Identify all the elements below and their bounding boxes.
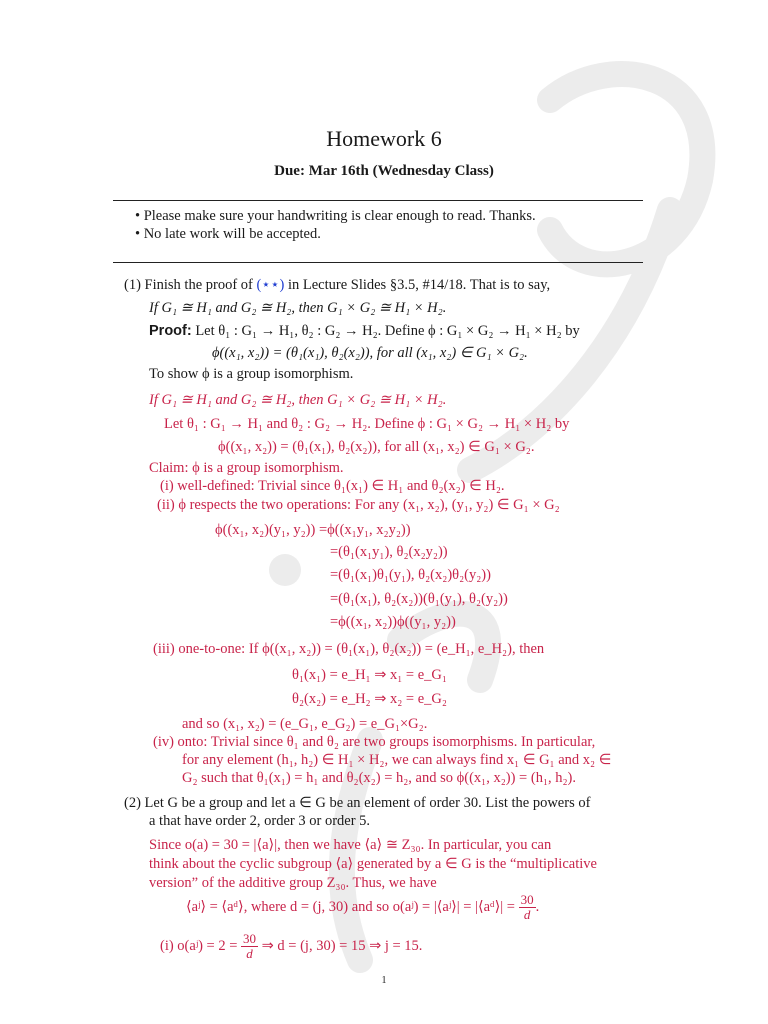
proof-line: Proof: Let θ₁ : G₁ → H₁, θ₂ : G₂ → H₂. Define ϕ : G₁ × G₂ → H₁ × H₂ by <box>149 323 580 339</box>
answer-line: Let θ₁ : G₁ → H₁ and θ₂ : G₂ → H₂. Define ϕ : G₁ × G₂ → H₁ × H₂ by <box>164 416 570 432</box>
answer-line: ϕ((x₁, x₂)) = (θ₁(x₁), θ₂(x₂)), for all (x₁, x₂) ∈ G₁ × G₂. <box>218 439 535 455</box>
fraction: $\frac{30}{d}$ <box>520 892 534 922</box>
step-iv: (iv) onto: Trivial since θ₁ and θ₂ are two groups isomorphisms. In particular, <box>153 734 596 750</box>
equation-line: =ϕ((x₁, x₂))ϕ((y₁, y₂)) <box>330 614 456 630</box>
order-formula: ⟨aʲ⟩ = ⟨aᵈ⟩, where d = (j, 30) and so o(aʲ) = |⟨aʲ⟩| = |⟨aᵈ⟩| = $\frac{30}{d}$ . <box>186 892 540 922</box>
answer-line: If G₁ ≅ H₁ and G₂ ≅ H₂, then G₁ × G₂ ≅ H₁ × H₂. <box>149 392 447 408</box>
bullet-item: • Please make sure your handwriting is clear enough to read. Thanks. <box>135 208 536 224</box>
equation-line: θ₂(x₂) = e_H₂ ⇒ x₂ = e_G₂ <box>292 691 447 707</box>
due-date: Due: Mar 16th (Wednesday Class) <box>274 163 494 179</box>
problem-2-statement: a that have order 2, order 3 or order 5. <box>149 813 371 829</box>
equation-line: =(θ₁(x₁), θ₂(x₂))(θ₁(y₁), θ₂(y₂)) <box>330 591 508 607</box>
problem-1-intro: (1) Finish the proof of (⋆⋆) in Lecture Slides §3.5, #14/18. That is to say, <box>124 277 551 293</box>
page-number: 1 <box>381 975 387 986</box>
page-title: Homework 6 <box>326 126 442 151</box>
case-i: (i) o(aʲ) = 2 = $\frac{30}{d}$ ⇒ d = (j, 30) = 15 ⇒ j = 15. <box>160 931 423 961</box>
equation-line: θ₁(x₁) = e_H₁ ⇒ x₁ = e_G₁ <box>292 667 447 683</box>
fraction: $\frac{30}{d}$ <box>243 931 257 961</box>
problem-2-statement: (2) Let G be a group and let a ∈ G be an element of order 30. List the powers of <box>124 795 591 811</box>
step-i: (i) well-defined: Trivial since θ₁(x₁) ∈ H₁ and θ₂(x₂) ∈ H₂. <box>160 478 505 494</box>
bullet-item: • No late work will be accepted. <box>135 226 321 242</box>
to-show: To show ϕ is a group isomorphism. <box>149 366 354 382</box>
step-iv: for any element (h₁, h₂) ∈ H₁ × H₂, we can always find x₁ ∈ G₁ and x₂ ∈ <box>182 752 612 768</box>
star-reference-link: (⋆⋆) <box>256 277 285 293</box>
answer-line: Since o(a) = 30 = |⟨a⟩|, then we have ⟨a⟩ ≅ Z₃₀. In particular, you can <box>149 837 552 853</box>
equation-line: =(θ₁(x₁)θ₁(y₁), θ₂(x₂)θ₂(y₂)) <box>330 567 491 583</box>
answer-line: think about the cyclic subgroup ⟨a⟩ generated by a ∈ G is the “multiplicative <box>149 856 597 872</box>
step-iv: G₂ such that θ₁(x₁) = h₁ and θ₂(x₂) = h₂, and so ϕ((x₁, x₂)) = (h₁, h₂). <box>182 770 577 786</box>
problem-1-statement: If G₁ ≅ H₁ and G₂ ≅ H₂, then G₁ × G₂ ≅ H₁ × H₂. <box>149 300 447 316</box>
equation-line: ϕ((x₁, x₂)(y₁, y₂)) =ϕ((x₁y₁, x₂y₂)) <box>215 522 411 538</box>
step-iii: (iii) one-to-one: If ϕ((x₁, x₂)) = (θ₁(x₁), θ₂(x₂)) = (e_H₁, e_H₂), then <box>153 641 545 657</box>
step-ii: (ii) ϕ respects the two operations: For any (x₁, x₂), (y₁, y₂) ∈ G₁ × G₂ <box>157 497 560 513</box>
phi-definition: ϕ((x₁, x₂)) = (θ₁(x₁), θ₂(x₂)), for all (x₁, x₂) ∈ G₁ × G₂. <box>212 345 528 361</box>
step-iii-conclusion: and so (x₁, x₂) = (e_G₁, e_G₂) = e_G₁×G₂. <box>182 716 428 732</box>
claim-line: Claim: ϕ is a group isomorphism. <box>149 460 344 476</box>
equation-line: =(θ₁(x₁y₁), θ₂(x₂y₂)) <box>330 544 448 560</box>
answer-line: version” of the additive group Z₃₀. Thus, we have <box>149 875 437 891</box>
divider-top <box>113 200 643 201</box>
divider-bottom <box>113 262 643 263</box>
